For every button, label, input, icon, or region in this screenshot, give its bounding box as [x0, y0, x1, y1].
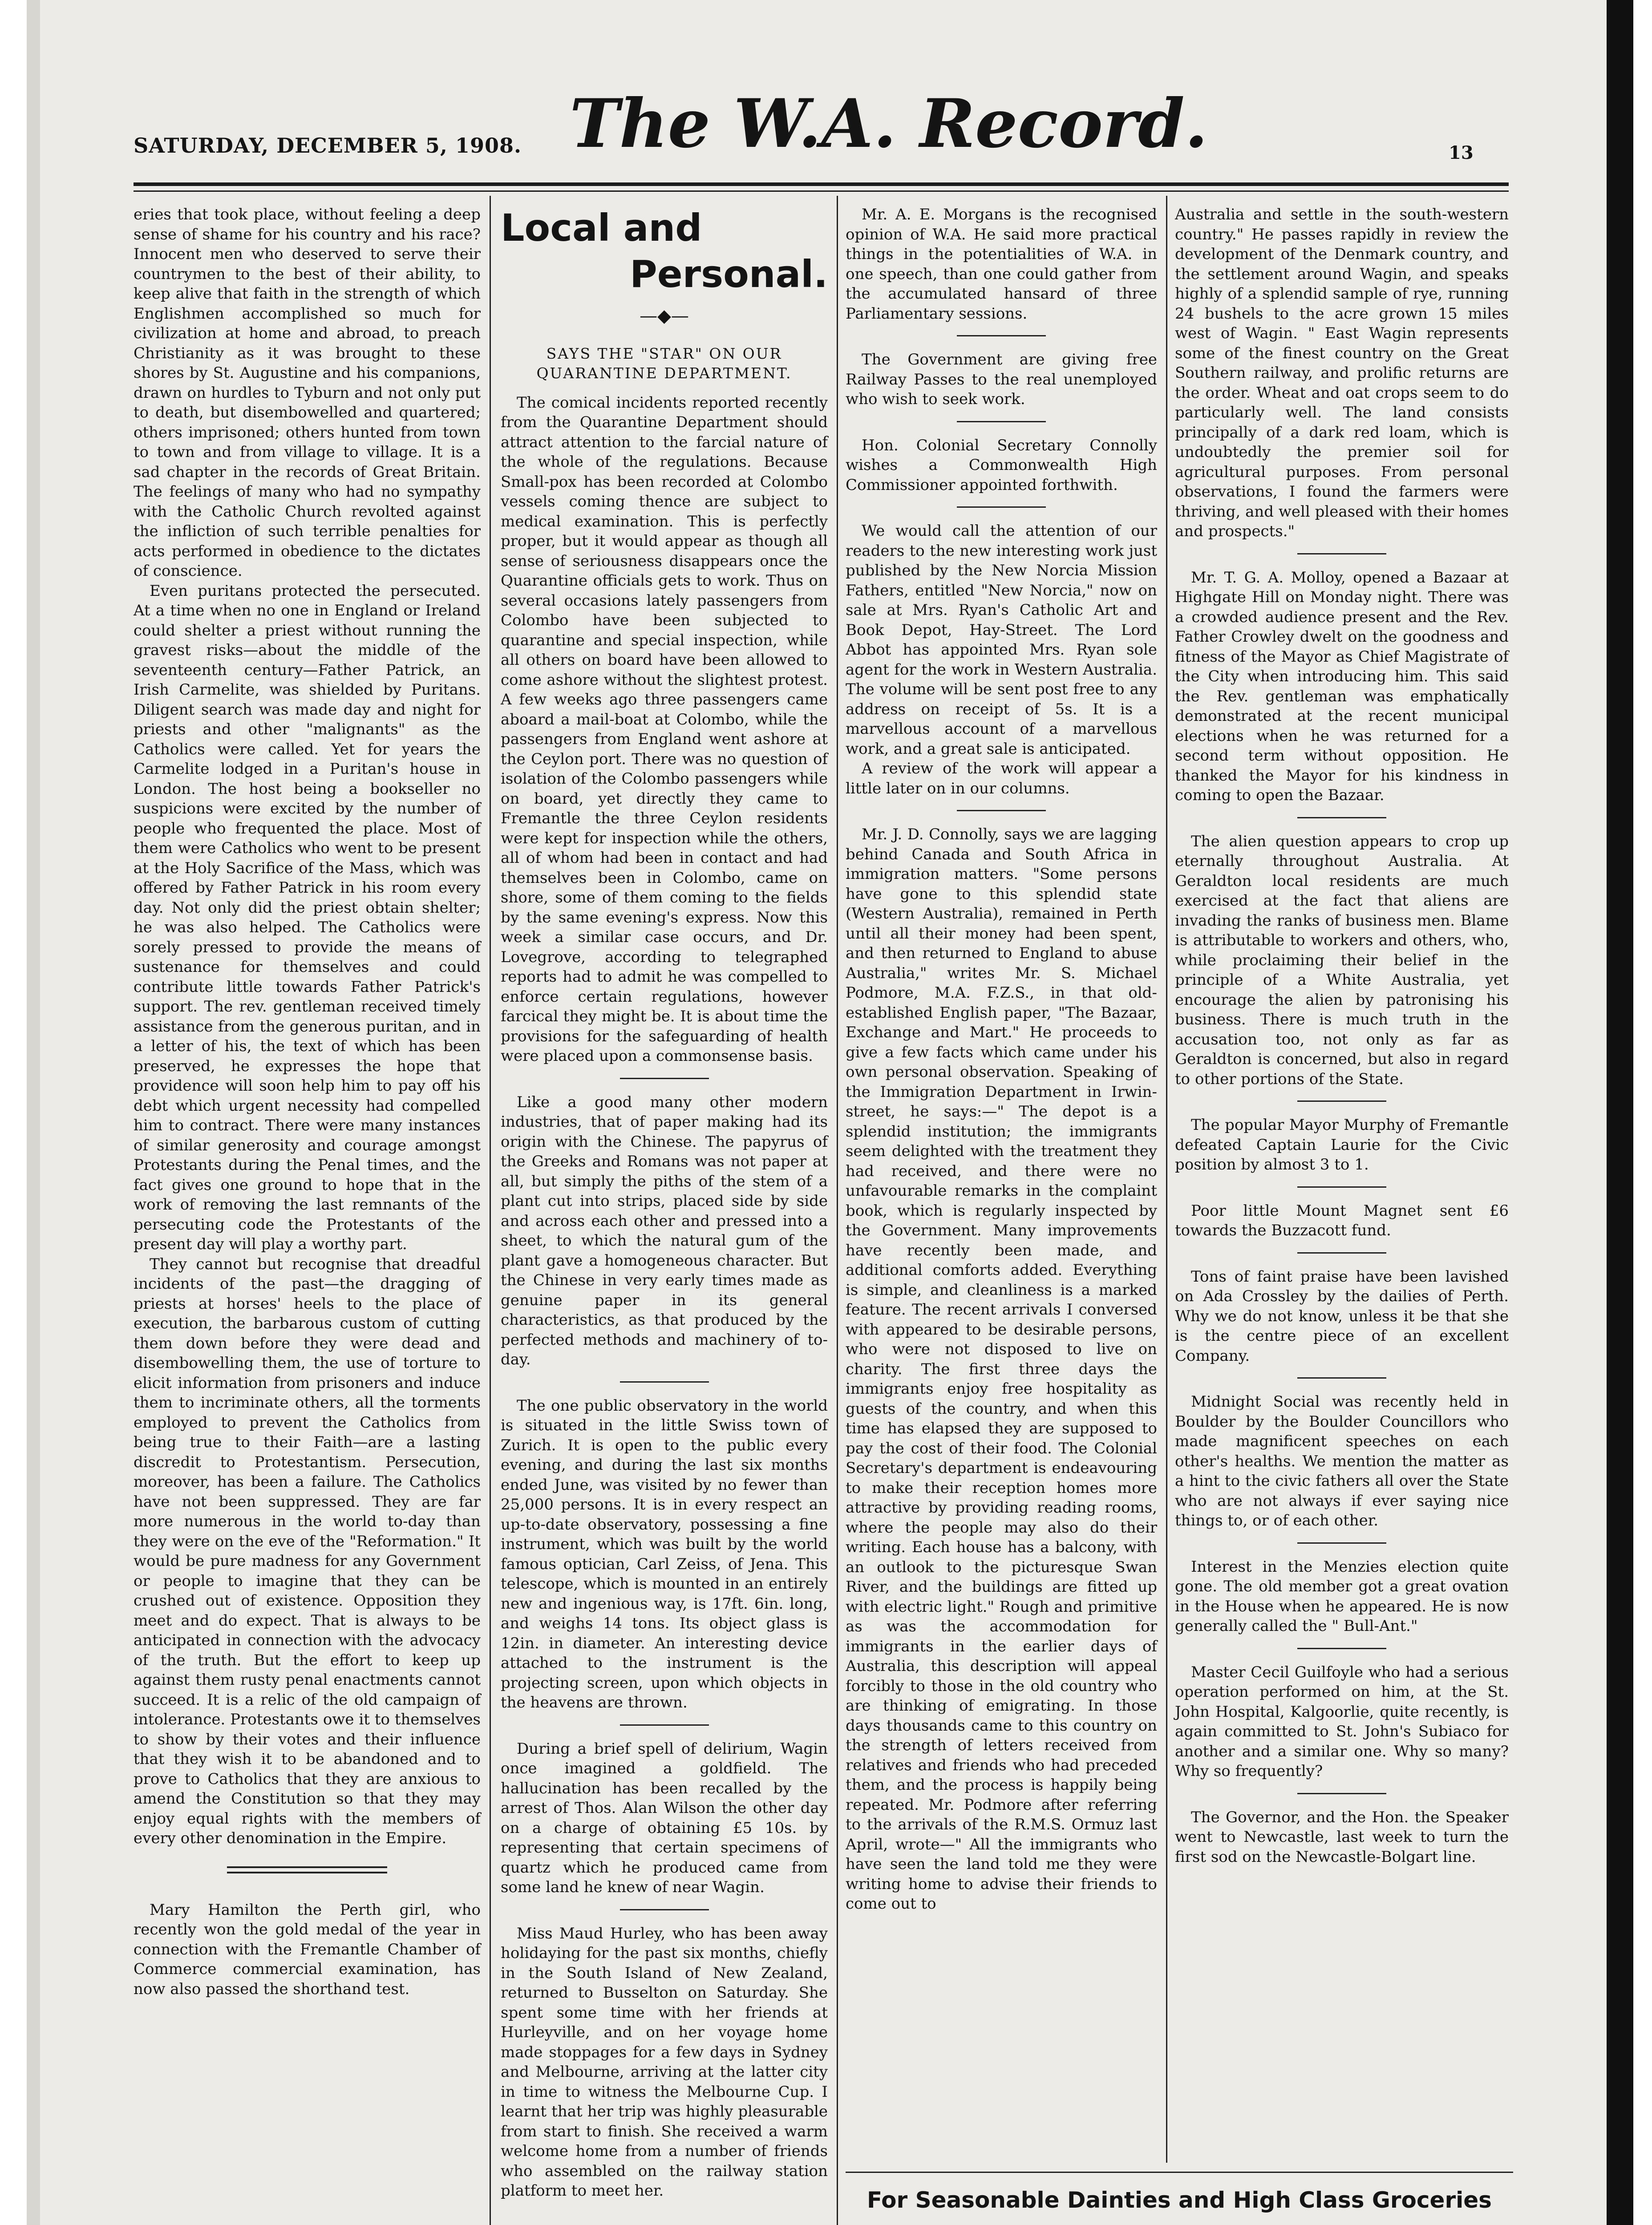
- item-divider: [957, 810, 1046, 811]
- scan-border: [1607, 0, 1633, 2225]
- section-heading-line-1: Local and: [501, 206, 702, 250]
- item-divider: [1297, 1793, 1386, 1794]
- column-2: [501, 205, 828, 2201]
- column-3: [846, 205, 1157, 1914]
- news-item: Miss Maud Hurley, who has been away holidaying for the past six months, chiefly in the South Island of New Zealand, returned to Busselton on Saturday. She spent some time with her friends at Hurleyville, and on her voyage home made stoppages for a few days in Sydney and Melbourne, arriving at the latter city in time to witness the Melbourne Cup. I learnt that her trip was highly pleasurable from start to finish. She received a warm welcome home from a number of friends who assembled on the railway station platform to meet her.: [501, 1924, 828, 2200]
- news-item: The one public observatory in the world is situated in the little Swiss town of Zurich. It is open to the public every evening, and during the last six months ended June, was visited by no fewer than 25,000 persons. It is in every respect an up-to-date observatory, possessing a fine instrument, which was built by the world famous optician, Carl Zeiss, of Jena. This telescope, which is mounted in an entirely new and ingenious way, is 17ft. 6in. long, and weighs 14 tons. Its object glass is 12in. in diameter. An interesting device attached to the instrument is the projecting screen, upon which objects in the heavens are thrown.: [501, 1396, 828, 1711]
- news-item: During a brief spell of delirium, Wagin once imagined a goldfield. The hallucination has been recalled by the arrest of Thos. Alan Wilson the other day on a charge of obtaining £5 10s. by representing that certain specimens of quartz which he produced came from some land he knew of near Wagin.: [501, 1740, 828, 1896]
- news-item: Like a good many other modern industries, that of paper making had its origin with the Chinese. The papyrus of the Greeks and Romans was not paper at all, but simply the piths of the stem of a plant cut into strips, placed side by side and across each other and pressed into a sheet, to which the natural gum of the plant gave a homogeneous character. But the Chinese in very early times made as genuine paper in its general characteristics, as that produced by the perfected methods and machinery of to-day.: [501, 1093, 828, 1368]
- item-divider: [620, 1909, 709, 1910]
- item-divider: [957, 506, 1046, 508]
- item-divider: [1297, 1186, 1386, 1188]
- column-rule-2: [837, 196, 838, 2225]
- news-item: Mr. T. G. A. Molloy, opened a Bazaar at Highgate Hill on Monday night. There was a crowded audience present and the Rev. Father Crowley dwelt on the goodness and fitness of the Mayor as Chief Magistrate of the City when introducing him. This said the Rev. gentleman was emphatically demonstrated at the recent municipal elections when he was returned for a second term without opposition. He thanked the Mayor for his kindness in coming to open the Bazaar.: [1175, 568, 1509, 804]
- section-divider: [227, 1866, 387, 1873]
- page-shadow: [27, 0, 40, 2225]
- item-divider: [1297, 817, 1386, 818]
- article-paragraph: They cannot but recognise that dreadful incidents of the past—the dragging of priests at horses' heels to the place of execution, the barbarous custom of cutting them down before they were dead and disembowelling them, the use of torture to elicit information from prisoners and induce them to incriminate others, all the torments employed to prevent the Catholics from being true to their Faith—are a lasting discredit to Protestantism. Persecution, moreover, has been a failure. The Catholics have not been suppressed. They are far more numerous in the world to-day than they were on the eve of the "Reformation." It would be pure madness for any Government or people to imagine that they can be crushed out of existence. Opposition they meet and do expect. That is always to be anticipated in connection with the advocacy of the truth. But the effort to keep up against them rusty penal enactments cannot succeed. It is a relic of the old campaign of intolerance. Protestants owe it to themselves to show by their votes and their influence that they wish it to be abandoned and to prove to Catholics that they are anxious to amend the Constitution so that they may enjoy equal rights with the members of every other denomination in the Empire.: [134, 1255, 481, 1847]
- item-divider: [1297, 1377, 1386, 1379]
- news-item: Mr. J. D. Connolly, says we are lagging behind Canada and South Africa in immigration matters. "Some persons have gone to this splendid state (Western Australia), remained in Perth until all their money had been spent, and then returned to England to abuse Australia," writes Mr. S. Michael Podmore, M.A. F.Z.S., in that old-established English paper, "The Bazaar, Exchange and Mart." He proceeds to give a few facts which came under his own personal observation. Speaking of the Immigration Department in Irwin-street, he says:—" The depot is a splendid institution; the immigrants seem delighted with the treatment they had received, and there were no unfavourable remarks in the complaint book, which is regularly inspected by the Government. Many improvements have recently been made, and additional comforts added. Everything is simple, and cleanliness is a marked feature. The recent arrivals I conversed with appeared to be desirable persons, who were not disposed to live on charity. The first three days the immigrants enjoy free hospitality as guests of the country, and when this time has elapsed they are supposed to pay the cost of their food. The Colonial Secretary's department is endeavouring to make their reception homes more attractive by providing reading rooms, where the people may also do their writing. Each house has a balcony, with an outlook to the picturesque Swan River, and the buildings are fitted up with electric light." Rough and primitive as was the accommodation for immigrants in the earlier days of Australia, this description will appeal forcibly to those in the old country who are thinking of emigrating. In those days thousands came to this country on the strength of letters received from relatives and friends who had preceded them, and the process is happily being repeated. Mr. Podmore after referring to the arrivals of the R.M.S. Ormuz last April, wrote—" All the immigrants who have seen the land told me they were writing home to advise their friends to come out to: [846, 825, 1157, 1913]
- article-paragraph: eries that took place, without feeling a deep sense of shame for his country and his race? Innocent men who deserved to serve their countrymen to the best of their ability, to keep alive that faith in the strength of which Englishmen accomplished so much for civilization at home and abroad, to preach Christianity as it was brought to these shores by St. Augustine and his companions, drawn on hurdles to Tyburn and not only put to death, but disembowelled and quartered; others imprisoned; others hunted from town to town and from village to village. It is a sad chapter in the records of Great Britain. The feelings of many who had no sympathy with the Catholic Church revolted against the infliction of such terrible penalties for acts performed in obedience to the dictates of conscience.: [134, 206, 481, 580]
- newspaper-title: The W.A. Record.: [570, 85, 1208, 163]
- issue-date: SATURDAY, DECEMBER 5, 1908.: [134, 134, 522, 158]
- news-item: Tons of faint praise have been lavished on Ada Crossley by the dailies of Perth. Why we do not know, unless it be that she is the centre piece of an excellent Company.: [1175, 1267, 1509, 1365]
- item-divider: [1297, 1542, 1386, 1544]
- news-item: Midnight Social was recently held in Boulder by the Boulder Councillors who made magnificent speeches on each other's healths. We mention the matter as a hint to the civic fathers all over the State who are not always if ever saying nice things to, or of each other.: [1175, 1393, 1509, 1529]
- news-item: The popular Mayor Murphy of Fremantle defeated Captain Laurie for the Civic position by almost 3 to 1.: [1175, 1116, 1509, 1173]
- news-item: Poor little Mount Magnet sent £6 towards the Buzzacott fund.: [1175, 1202, 1509, 1239]
- news-item: A review of the work will appear a little later on in our columns.: [846, 760, 1157, 797]
- advertisement-headline: For Seasonable Dainties and High Class Groceries: [867, 2187, 1492, 2213]
- item-divider: [1297, 553, 1386, 554]
- item-divider: [1297, 1648, 1386, 1649]
- item-divider: [1297, 1252, 1386, 1254]
- news-item: The Government are giving free Railway Passes to the real unemployed who wish to seek work.: [846, 351, 1157, 408]
- news-item: The alien question appears to crop up eternally throughout Australia. At Geraldton local residents are much exercised at the fact that aliens are invading the ranks of business men. Blame is attributable to workers and others, who, while proclaiming their belief in the principle of a White Australia, yet encourage the alien by patronising his business. There is much truth in the accusation too, not only as far as Geraldton is concerned, but also in regard to other portions of the State.: [1175, 832, 1509, 1088]
- article-subheading: SAYS THE "STAR" ON OUR QUARANTINE DEPARTMENT.: [536, 344, 792, 382]
- column-4: [1175, 205, 1509, 1867]
- column-1: [134, 205, 481, 1999]
- news-item: Mary Hamilton the Perth girl, who recently won the gold medal of the year in connection with the Fremantle Chamber of Commerce commercial examination, has now also passed the shorthand test.: [134, 1901, 481, 1998]
- section-heading-line-2: Personal.: [630, 252, 828, 296]
- advertisement: [846, 2187, 1513, 2225]
- news-item: Hon. Colonial Secretary Connolly wishes a Commonwealth High Commissioner appointed forthwith.: [846, 436, 1157, 494]
- masthead-rule-thin: [134, 190, 1509, 192]
- news-item: We would call the attention of our readers to the new interesting work just published by the New Norcia Mission Fathers, entitled "New Norcia," now on sale at Mrs. Ryan's Catholic Art and Book Depot, Hay-Street. The Lord Abbot has appointed Mrs. Ryan sole agent for the work in Western Australia. The volume will be sent post free to any address on receipt of 5s. It is a marvellous account of a marvellous work, and a great sale is anticipated.: [846, 522, 1157, 758]
- masthead-rule: [134, 182, 1509, 186]
- item-divider: [957, 335, 1046, 336]
- news-item: Australia and settle in the south-western country." He passes rapidly in review the development of the Denmark country, and the settlement around Wagin, and speaks highly of a splendid sample of rye, running 24 bushels to the acre grown 15 miles west of Wagin. " East Wagin represents some of the finest country on the Great Southern railway, and prolific returns are the order. Wheat and oat crops seem to do particularly well. The land consists principally of a dark red loam, which is undoubtedly the premier soil for agricultural purposes. From personal observations, I found the farmers were thriving, and well pleased with their homes and prospects.": [1175, 206, 1509, 540]
- item-divider: [620, 1724, 709, 1726]
- news-item: Mr. A. E. Morgans is the recognised opinion of W.A. He said more practical things in the potentialities of W.A. in one speech, than one could gather from the accumulated hansard of three Parliamentary sessions.: [846, 206, 1157, 323]
- news-item: The Governor, and the Hon. the Speaker went to Newcastle, last week to turn the first sod on the Newcastle-Bolgart line.: [1175, 1808, 1509, 1866]
- item-divider: [957, 421, 1046, 422]
- column-rule-1: [490, 196, 491, 2225]
- page-number: 13: [1449, 142, 1474, 163]
- column-rule-3: [1166, 196, 1167, 2163]
- item-divider: [1297, 1100, 1386, 1102]
- article-paragraph: Even puritans protected the persecuted. At a time when no one in England or Ireland could shelter a priest without running the gravest risks—about the middle of the seventeenth century—Father Patrick, an Irish Carmelite, was shielded by Puritans. Diligent search was made day and night for priests and other "malignants" as the Catholics were called. Yet for years the Carmelite lodged in a Puritan's house in London. The host being a bookseller no suspicions were excited by the number of people who frequented the place. Most of them were Catholics who went to be present at the Holy Sacrifice of the Mass, which was offered by Father Patrick in his room every day. Not only did the priest obtain shelter; he was also helped. The Catholics were sorely pressed to provide the means of sustenance for themselves and could contribute little towards Father Patrick's support. The rev. gentleman received timely assistance from the generous puritan, and in a letter of his, the text of which has been preserved, he expresses the hope that providence will soon help him to pay off his debt which urgent necessity had compelled him to contract. There were many instances of similar generosity and courage amongst Protestants during the Penal times, and the fact gives one ground to hope that in the work of removing the last remnants of the persecuting code the Protestants of the present day will play a worthy part.: [134, 582, 481, 1253]
- item-divider: [620, 1381, 709, 1383]
- item-divider: [620, 1078, 709, 1079]
- news-item: Interest in the Menzies election quite gone. The old member got a great ovation in the House when he appeared. He is now generally called the " Bull-Ant.": [1175, 1558, 1509, 1635]
- advertisement-rule: [846, 2172, 1513, 2173]
- ornament-divider: —◆—: [640, 306, 689, 326]
- news-item: The comical incidents reported recently from the Quarantine Department should attract attention to the farcial nature of the whole of the regulations. Because Small-pox has been recorded at Colombo vessels coming thence are subject to medical examination. This is perfectly proper, but it would appear as though all sense of seriousness disappears once the Quarantine officials gets to work. Thus on several occasions lately passengers from Colombo have been subjected to quarantine and special inspection, while all others on board have been allowed to come ashore without the slightest protest. A few weeks ago three passengers came aboard a mail-boat at Colombo, while the passengers from England went ashore at the Ceylon port. There was no question of isolation of the Colombo passengers while on board, yet directly they came to Fremantle the three Ceylon residents were kept for inspection while the others, all of whom had been in contact and had themselves been in Colombo, came on shore, some of them coming to the fields by the same evening's express. Now this week a similar case occurs, and Dr. Lovegrove, according to telegraphed reports had to admit he was compelled to enforce certain regulations, however farcical they might be. It is about time the provisions for the safeguarding of health were placed upon a commonsense basis.: [501, 393, 828, 1065]
- news-item: Master Cecil Guilfoyle who had a serious operation performed on him, at the St. John Hospital, Kalgoorlie, quite recently, is again committed to St. John's Subiaco for another and a similar one. Why so many? Why so frequently?: [1175, 1663, 1509, 1780]
